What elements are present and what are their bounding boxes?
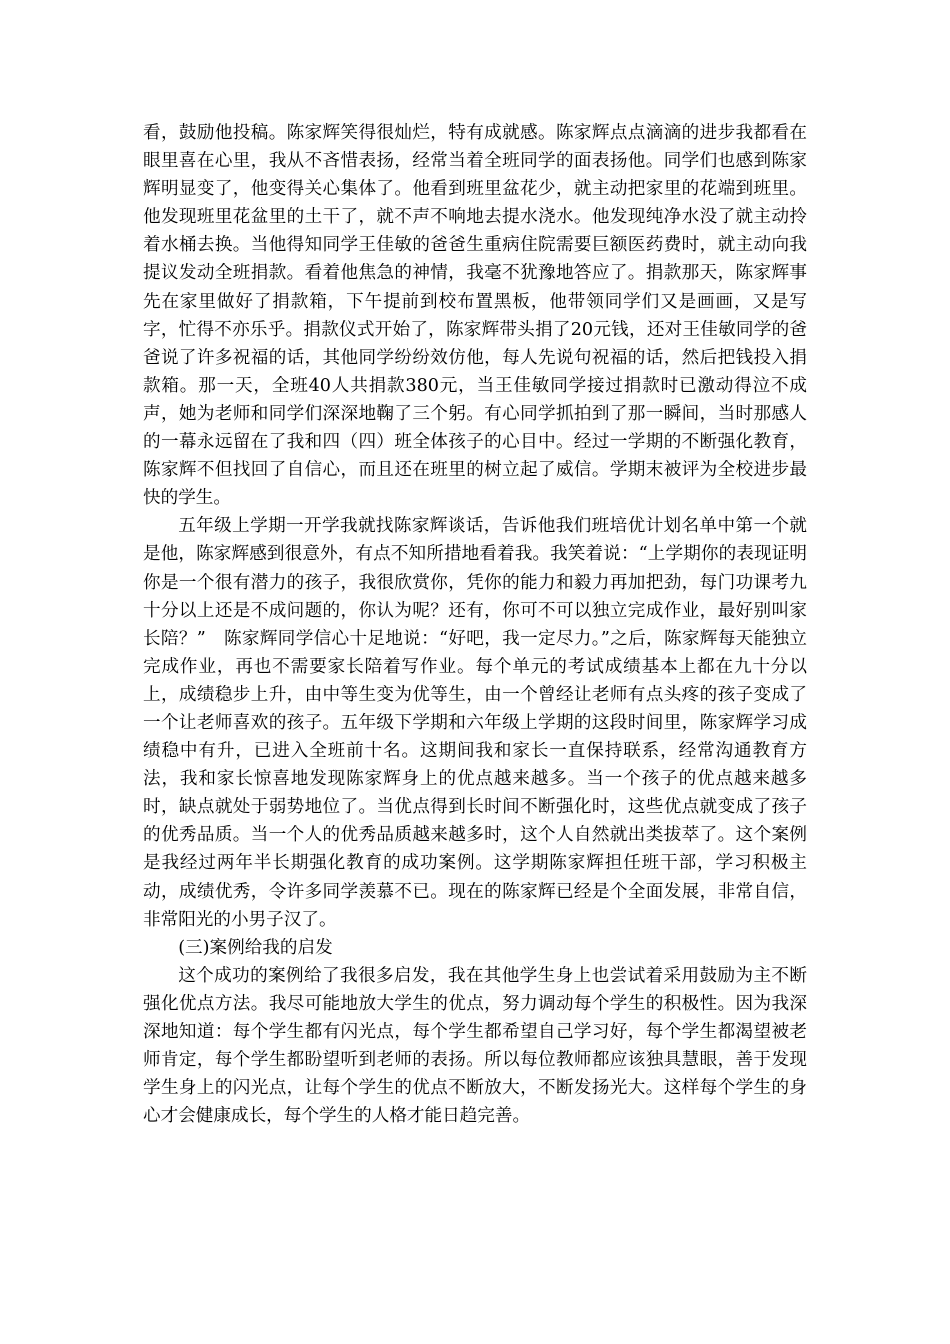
document-page (143, 119, 807, 1130)
paragraph-inspiration: 这个成功的案例给了我很多启发，我在其他学生身上也尝试着采用鼓励为主不断强化优点方法。我尽可能地放大学生的优点，努力调动每个学生的积极性。因为我深深地知道：每个学生都有闪光点，每个学生都希望自己学习好，每个学生都渴望被老师肯定，每个学生都盼望听到老师的表扬。所以每位教师都应该独具慧眼，善于发现学生身上的闪光点，让每个学生的优点不断放大，不断发扬光大。这样每个学生的身心才会健康成长，每个学生的人格才能日趋完善。 (143, 965, 807, 1127)
section-heading-inspiration: (三)案例给我的启发 (178, 937, 333, 958)
paragraph-grade-five: 五年级上学期一开学我就找陈家辉谈话，告诉他我们班培优计划名单中第一个就是他，陈家辉感到很意外，有点不知所措地看着我。我笑着说：“上学期你的表现证明你是一个很有潜力的孩子，我很欣赏你，凭你的能力和毅力再加把劲，每门功课考九十分以上还是不成问题的，你认为呢？还有，你可不可以独立完成作业，最好别叫家长陪？” 陈家辉同学信心十足地说：“好吧，我一定尽力。”之后，陈家辉每天能独立完成作业，再也不需要家长陪着写作业。每个单元的考试成绩基本上都在九十分以上，成绩稳步上升，由中等生变为优等生，由一个曾经让老师有点头疼的孩子变成了一个让老师喜欢的孩子。五年级下学期和六年级上学期的这段时间里，陈家辉学习成绩稳中有升，已进入全班前十名。这期间我和家长一直保持联系，经常沟通教育方法，我和家长惊喜地发现陈家辉身上的优点越来越多。当一个孩子的优点越来越多时，缺点就处于弱势地位了。当优点得到长时间不断强化时，这些优点就变成了孩子的优秀品质。当一个人的优秀品质越来越多时，这个人自然就出类拔萃了。这个案例是我经过两年半长期强化教育的成功案例。这学期陈家辉担任班干部，学习积极主动，成绩优秀，令许多同学羡慕不已。现在的陈家辉已经是个全面发展，非常自信，非常阳光的小男子汉了。 (143, 516, 807, 930)
paragraph-story-continuation: 看，鼓励他投稿。陈家辉笑得很灿烂，特有成就感。陈家辉点点滴滴的进步我都看在眼里喜在心里，我从不吝惜表扬，经常当着全班同学的面表扬他。同学们也感到陈家辉明显变了，他变得关心集体了。他看到班里盆花少，就主动把家里的花端到班里。他发现班里花盆里的土干了，就不声不响地去提水浇水。他发现纯净水没了就主动拎着水桶去换。当他得知同学王佳敏的爸爸生重病住院需要巨额医药费时，就主动向我提议发动全班捐款。看着他焦急的神情，我毫不犹豫地答应了。捐款那天，陈家辉事先在家里做好了捐款箱，下午提前到校布置黑板，他带领同学们又是画画，又是写字，忙得不亦乐乎。捐款仪式开始了，陈家辉带头捐了20元钱，还对王佳敏同学的爸爸说了许多祝福的话，其他同学纷纷效仿他，每人先说句祝福的话，然后把钱投入捐款箱。那一天，全班40人共捐款380元，当王佳敏同学接过捐款时已激动得泣不成声，她为老师和同学们深深地鞠了三个躬。有心同学抓拍到了那一瞬间，当时那感人的一幕永远留在了我和四（四）班全体孩子的心目中。经过一学期的不断强化教育，陈家辉不但找回了自信心，而且还在班里的树立起了威信。学期末被评为全校进步最快的学生。 (143, 123, 807, 509)
